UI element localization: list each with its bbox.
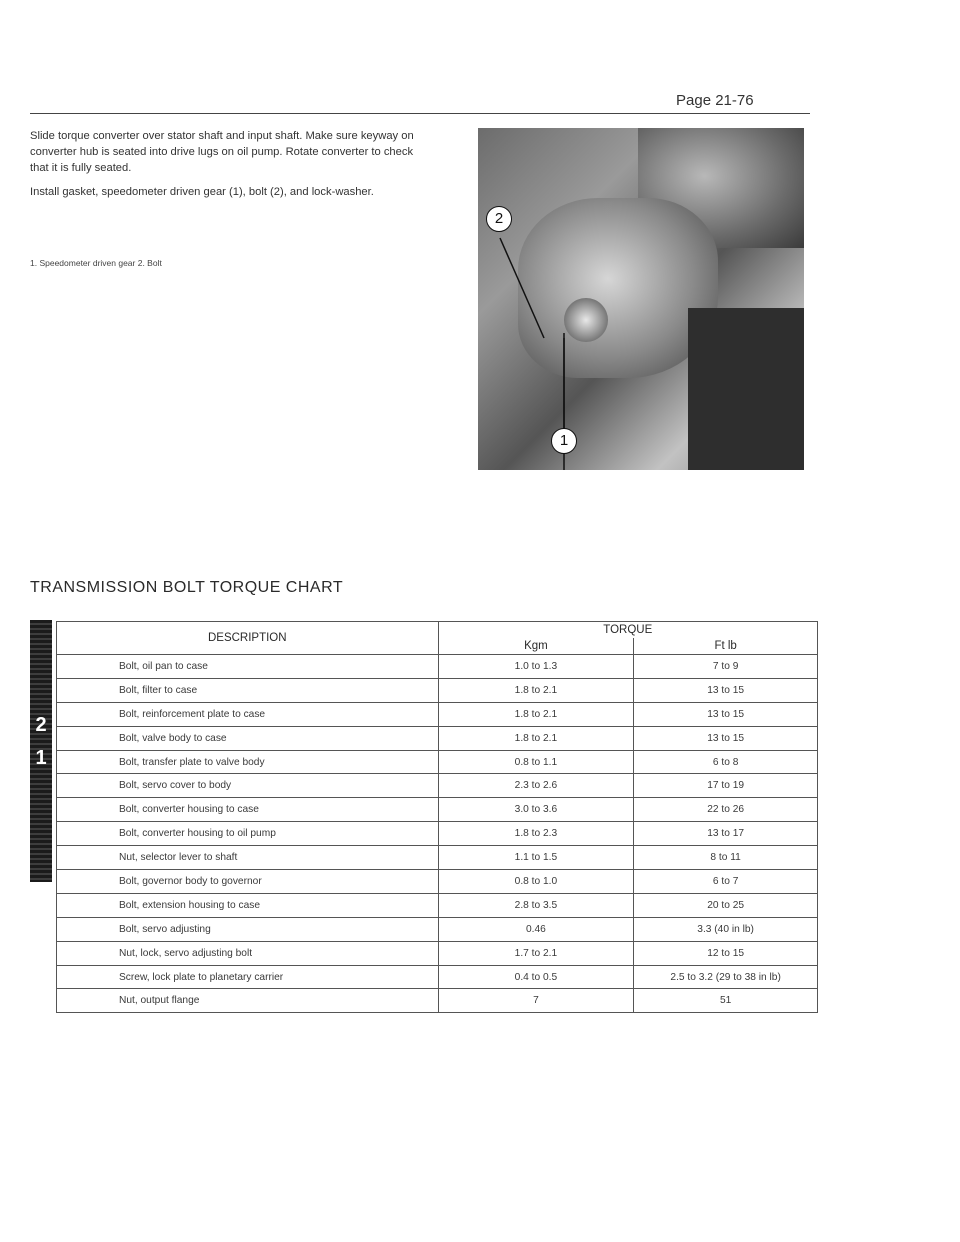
row-ftlb: 13 to 15 [634,726,818,750]
row-kgm: 1.7 to 2.1 [438,941,634,965]
row-kgm: 2.3 to 2.6 [438,774,634,798]
instruction-paragraph-2: Install gasket, speedometer driven gear (1), bolt (2), and lock-washer. [30,186,374,198]
row-description: Bolt, converter housing to oil pump [57,822,439,846]
header-torque: TORQUE [438,622,817,639]
row-description: Bolt, servo adjusting [57,917,439,941]
row-kgm: 1.0 to 1.3 [438,655,634,679]
row-description: Bolt, filter to case [57,678,439,702]
header-rule [30,113,810,114]
row-kgm: 1.8 to 2.1 [438,726,634,750]
table-row [57,798,818,822]
row-kgm: 0.4 to 0.5 [438,965,634,989]
row-kgm: 0.8 to 1.1 [438,750,634,774]
table-row [57,750,818,774]
row-ftlb: 7 to 9 [634,655,818,679]
table-row [57,893,818,917]
row-ftlb: 51 [634,989,818,1013]
row-description: Bolt, extension housing to case [57,893,439,917]
figure-caption: 1. Speedometer driven gear 2. Bolt [30,258,162,268]
section-title: TRANSMISSION BOLT TORQUE CHART [30,579,344,596]
table-row [57,989,818,1013]
row-ftlb: 12 to 15 [634,941,818,965]
row-kgm: 1.8 to 2.1 [438,702,634,726]
table-row [57,822,818,846]
row-ftlb: 17 to 19 [634,774,818,798]
row-kgm: 0.8 to 1.0 [438,870,634,894]
table-row [57,870,818,894]
row-ftlb: 3.3 (40 in lb) [634,917,818,941]
row-description: Nut, lock, servo adjusting bolt [57,941,439,965]
row-kgm: 0.46 [438,917,634,941]
row-kgm: 2.8 to 3.5 [438,893,634,917]
row-ftlb: 6 to 8 [634,750,818,774]
table-row [57,702,818,726]
table-row [57,655,818,679]
row-description: Bolt, reinforcement plate to case [57,702,439,726]
torque-table [56,621,818,1013]
callout-2: 2 [486,206,512,232]
table-row [57,774,818,798]
transmission-photo [478,128,804,470]
row-ftlb: 13 to 17 [634,822,818,846]
row-description: Bolt, transfer plate to valve body [57,750,439,774]
table-row [57,917,818,941]
header-kgm: Kgm [438,638,634,655]
row-ftlb: 13 to 15 [634,702,818,726]
table-row [57,726,818,750]
row-description: Nut, selector lever to shaft [57,846,439,870]
row-description: Bolt, servo cover to body [57,774,439,798]
row-description: Screw, lock plate to planetary carrier [57,965,439,989]
instructions-block [30,128,430,208]
row-ftlb: 13 to 15 [634,678,818,702]
row-description: Nut, output flange [57,989,439,1013]
row-ftlb: 22 to 26 [634,798,818,822]
table-row [57,846,818,870]
row-kgm: 3.0 to 3.6 [438,798,634,822]
row-ftlb: 2.5 to 3.2 (29 to 38 in lb) [634,965,818,989]
row-kgm: 1.8 to 2.1 [438,678,634,702]
instruction-paragraph-1: Slide torque converter over stator shaft and input shaft. Make sure keyway on converter hub is seated into drive lugs on oil pump. Rotate converter to check that it is fully seated. [30,130,414,174]
chapter-tab-digit-1: 2 [35,714,47,736]
callout-1: 1 [551,428,577,454]
leader-lines [478,128,804,470]
header-ftlb: Ft lb [634,638,818,655]
row-description: Bolt, converter housing to case [57,798,439,822]
row-description: Bolt, governor body to governor [57,870,439,894]
chapter-tab-digit-2: 1 [35,747,47,769]
row-description: Bolt, valve body to case [57,726,439,750]
row-kgm: 1.8 to 2.3 [438,822,634,846]
chapter-tab [30,620,52,882]
table-row [57,678,818,702]
header-description: DESCRIPTION [57,622,439,655]
row-description: Bolt, oil pan to case [57,655,439,679]
row-kgm: 1.1 to 1.5 [438,846,634,870]
page-number: Page 21-76 [676,92,754,109]
row-kgm: 7 [438,989,634,1013]
table-row [57,965,818,989]
table-row [57,941,818,965]
row-ftlb: 20 to 25 [634,893,818,917]
row-ftlb: 6 to 7 [634,870,818,894]
row-ftlb: 8 to 11 [634,846,818,870]
